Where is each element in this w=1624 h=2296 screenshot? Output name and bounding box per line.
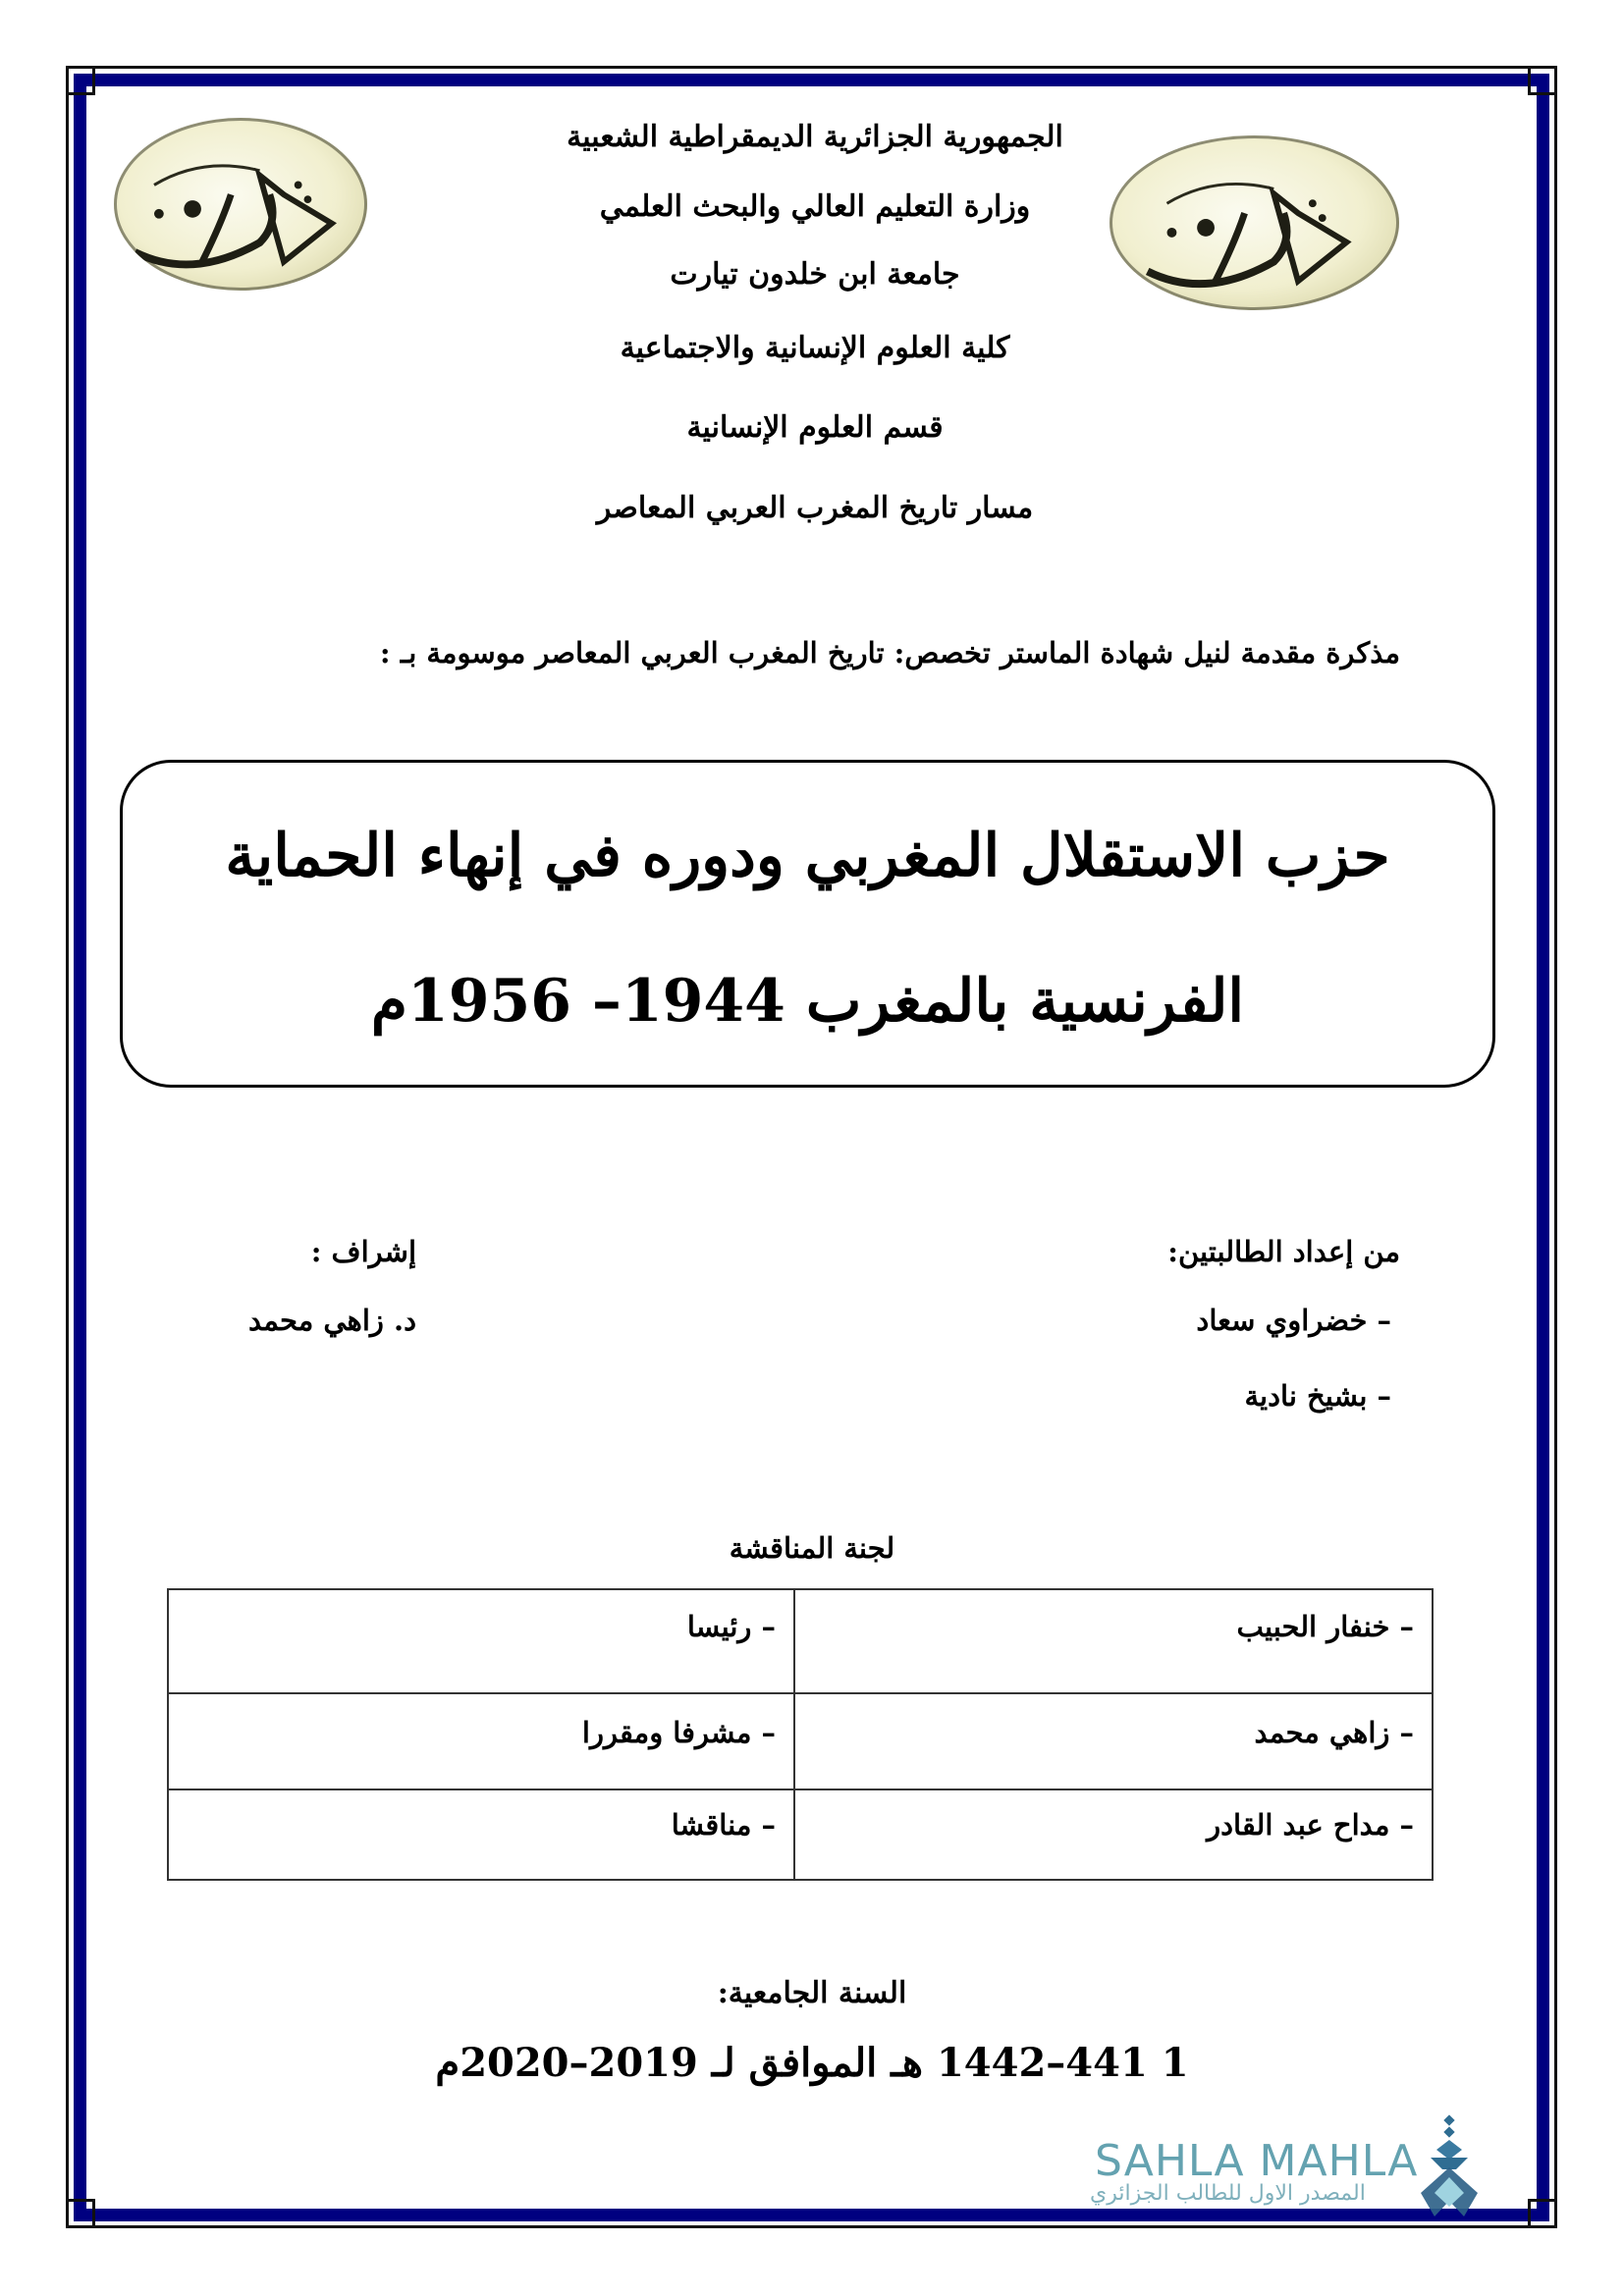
supervisor-name: د. زاهي محمد: [248, 1304, 416, 1337]
thesis-title-line1: حزب الاستقلال المغربي ودوره في إنهاء الحماية: [225, 822, 1390, 890]
border-corner-ornament: [66, 2199, 95, 2228]
border-corner-ornament: [1528, 66, 1557, 95]
authors-label: من إعداد الطالبتين:: [1167, 1235, 1400, 1268]
university-seal-left-icon: [114, 118, 367, 291]
committee-table: [167, 1588, 1434, 1881]
watermark-brand: SAHLA MAHLA: [1095, 2136, 1419, 2186]
header-ministry: وزارة التعليم العالي والبحث العلمي: [599, 189, 1031, 224]
committee-member-role: – رئيسا: [168, 1589, 794, 1693]
author-name: – بشيخ نادية: [1244, 1379, 1391, 1413]
thesis-title-line2: الفرنسية بالمغرب 1944– 1956م: [370, 967, 1245, 1036]
academic-year-label: السنة الجامعية:: [717, 1976, 907, 2010]
committee-member-name: – خنفار الحبيب: [794, 1589, 1433, 1693]
table-row: [168, 1589, 1433, 1693]
border-corner-ornament: [1528, 2199, 1557, 2228]
watermark-tagline: المصدر الاول للطالب الجزائري: [1090, 2181, 1366, 2206]
committee-title: لجنة المناقشة: [729, 1531, 895, 1565]
author-name: – خضراوي سعاد: [1196, 1304, 1391, 1337]
supervisor-label: إشراف :: [310, 1235, 416, 1268]
header-department: قسم العلوم الإنسانية: [686, 410, 944, 445]
committee-member-role: – مناقشا: [168, 1789, 794, 1880]
table-row: [168, 1693, 1433, 1789]
page-border-navy: [74, 74, 1549, 2221]
header-university: جامعة ابن خلدون تيارت: [670, 257, 960, 292]
committee-member-role: – مشرفا ومقررا: [168, 1693, 794, 1789]
header-country: الجمهورية الجزائرية الديمقراطية الشعبية: [567, 120, 1063, 154]
watermark-logo-icon: [1421, 2114, 1480, 2222]
committee-member-name: – زاهي محمد: [794, 1693, 1433, 1789]
border-corner-ornament: [66, 66, 95, 95]
table-row: [168, 1789, 1433, 1880]
thesis-intro: مذكرة مقدمة لنيل شهادة الماستر تخصص: تاريخ المغرب العربي المعاصر موسومة بـ :: [379, 636, 1400, 669]
thesis-title-box: [120, 760, 1495, 1088]
header-track: مسار تاريخ المغرب العربي المعاصر: [596, 491, 1034, 525]
committee-member-name: – مداح عبد القادر: [794, 1789, 1433, 1880]
academic-year-value: 1 441–1442 هـ الموافق لـ 2019–2020م: [435, 2040, 1189, 2086]
header-faculty: كلية العلوم الإنسانية والاجتماعية: [620, 331, 1010, 365]
